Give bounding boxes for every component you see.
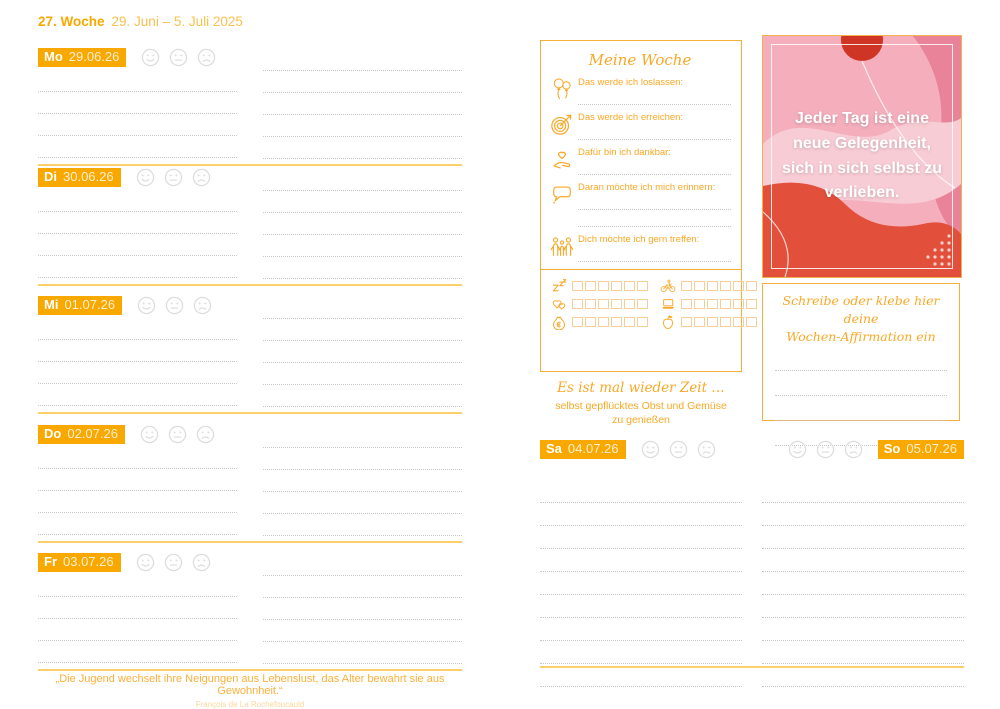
hearts-icon	[551, 296, 567, 312]
tracker-checkbox[interactable]	[707, 299, 718, 309]
tracker-checkbox[interactable]	[611, 281, 622, 291]
writing-line[interactable]	[263, 620, 462, 642]
writing-line[interactable]	[263, 319, 462, 341]
tracker-checkbox[interactable]	[572, 317, 583, 327]
tracker-checkbox[interactable]	[681, 299, 692, 309]
tracker-checkbox[interactable]	[720, 299, 731, 309]
day-date: 30.06.26	[63, 169, 114, 184]
day-header	[38, 553, 237, 575]
writing-line[interactable]	[762, 549, 964, 572]
writing-line[interactable]	[263, 71, 462, 93]
writing-line[interactable]	[762, 503, 964, 526]
day-block-wednesday	[38, 296, 462, 414]
writing-line[interactable]	[263, 385, 462, 407]
prompt-dankbar	[549, 147, 731, 175]
neutral-face-icon[interactable]	[669, 440, 688, 459]
writing-line[interactable]	[38, 340, 237, 362]
quote-text: „Die Jugend wechselt ihre Neigungen aus Lebenslust, das Alter bewahrt sie aus Gewohnheit.“	[55, 673, 445, 697]
tracker-checkbox[interactable]	[611, 299, 622, 309]
day-divider	[38, 284, 462, 286]
writing-line[interactable]	[540, 549, 742, 572]
sad-face-icon[interactable]	[192, 553, 211, 572]
writing-line[interactable]	[38, 70, 237, 92]
season-note-line2: selbst gepflücktes Obst und Gemüse	[555, 400, 727, 412]
neutral-face-icon[interactable]	[169, 48, 188, 67]
day-header	[38, 425, 237, 447]
tracker-checkbox[interactable]	[746, 317, 757, 327]
tracker-checkbox[interactable]	[624, 317, 635, 327]
writing-line[interactable]	[263, 213, 462, 235]
affirmation-title-line2: Wochen-Affirmation ein	[786, 329, 936, 345]
day-badge	[38, 553, 121, 572]
writing-line[interactable]	[540, 572, 742, 595]
writing-line[interactable]	[38, 619, 237, 641]
writing-line[interactable]	[540, 618, 742, 641]
tracker-checkbox[interactable]	[637, 317, 648, 327]
day-header	[38, 296, 237, 318]
day-abbr: So	[883, 441, 901, 456]
writing-line[interactable]	[263, 425, 462, 448]
writing-line[interactable]	[38, 92, 237, 114]
neutral-face-icon[interactable]	[165, 296, 184, 315]
writing-line[interactable]	[775, 396, 947, 421]
tracker-checkbox[interactable]	[733, 317, 744, 327]
tracker-checkbox[interactable]	[598, 299, 609, 309]
writing-line[interactable]	[38, 384, 237, 406]
day-abbr: Do	[44, 426, 62, 441]
day-date: 03.07.26	[63, 554, 114, 569]
day-date: 29.06.26	[68, 49, 120, 64]
tracker-checkbox[interactable]	[572, 281, 583, 291]
day-abbr: Sa	[546, 441, 562, 456]
happy-face-icon[interactable]	[137, 296, 156, 315]
writing-line[interactable]	[38, 597, 237, 619]
affirmation-box	[762, 283, 960, 421]
tracker-row	[660, 314, 757, 329]
writing-line[interactable]	[263, 137, 462, 159]
writing-line[interactable]	[38, 469, 237, 491]
writing-line[interactable]	[578, 123, 731, 140]
saturday-lines	[540, 480, 742, 687]
tracker-checkbox[interactable]	[707, 317, 718, 327]
habit-tracker	[549, 270, 731, 329]
tracker-row	[551, 278, 648, 293]
tracker-checkbox[interactable]	[598, 281, 609, 291]
writing-line[interactable]	[38, 136, 237, 158]
tracker-checkbox[interactable]	[637, 281, 648, 291]
writing-line[interactable]	[38, 575, 237, 597]
writing-line[interactable]	[540, 641, 742, 664]
day-date: 04.07.26	[567, 441, 619, 456]
writing-line[interactable]	[578, 245, 731, 262]
writing-line[interactable]	[38, 114, 237, 136]
tracker-checkbox[interactable]	[746, 281, 757, 291]
affirmation-quote-card	[762, 35, 962, 278]
day-badge	[38, 168, 121, 187]
neutral-face-icon[interactable]	[164, 553, 183, 572]
sad-face-icon[interactable]	[193, 296, 212, 315]
day-abbr: Mi	[44, 297, 59, 312]
gratitude-hand-icon	[549, 147, 575, 175]
tracker-checkbox[interactable]	[694, 317, 705, 327]
writing-line[interactable]	[38, 362, 237, 384]
quote-author: François de La Rochefoucauld	[195, 700, 305, 709]
footer-quote	[38, 673, 462, 709]
day-date: 01.07.26	[64, 297, 116, 312]
writing-line[interactable]	[263, 93, 462, 115]
tracker-checkbox[interactable]	[598, 317, 609, 327]
writing-line[interactable]	[263, 642, 462, 664]
mood-row	[641, 440, 716, 459]
sad-face-icon[interactable]	[196, 425, 215, 444]
tracker-checkbox[interactable]	[694, 299, 705, 309]
tracker-checkbox[interactable]	[611, 317, 622, 327]
laptop-icon	[660, 296, 676, 312]
tracker-checkbox[interactable]	[746, 299, 757, 309]
day-abbr: Fr	[44, 554, 57, 569]
affirmation-title-line1: Schreibe oder klebe hier deine	[782, 293, 940, 327]
prompt-label: Das werde ich loslassen:	[578, 77, 684, 88]
left-page	[38, 14, 462, 704]
tracker-row	[551, 314, 648, 329]
writing-line[interactable]	[775, 346, 947, 371]
writing-line[interactable]	[263, 115, 462, 137]
day-abbr: Di	[44, 169, 57, 184]
writing-line[interactable]	[263, 470, 462, 492]
happy-face-icon[interactable]	[141, 48, 160, 67]
mood-row	[136, 168, 211, 187]
writing-line[interactable]	[263, 492, 462, 514]
page-header	[38, 14, 462, 29]
meine-woche-box	[540, 40, 742, 372]
tracker-checkbox[interactable]	[733, 299, 744, 309]
writing-line[interactable]	[578, 193, 731, 210]
sleep-zzz-icon	[551, 278, 567, 294]
happy-face-icon[interactable]	[641, 440, 660, 459]
tracker-row	[660, 296, 757, 311]
tracker-checkbox[interactable]	[681, 281, 692, 291]
writing-line[interactable]	[38, 318, 237, 340]
writing-line[interactable]	[263, 48, 462, 71]
writing-line[interactable]	[540, 595, 742, 618]
writing-line[interactable]	[578, 88, 731, 105]
writing-line[interactable]	[263, 576, 462, 598]
tracker-row	[660, 278, 757, 293]
season-note	[540, 380, 742, 427]
apple-icon	[660, 314, 676, 330]
writing-line[interactable]	[762, 641, 964, 664]
writing-line[interactable]	[578, 210, 731, 227]
writing-line[interactable]	[540, 526, 742, 549]
tracker-checkbox[interactable]	[585, 299, 596, 309]
card-quote-line: sich in sich selbst zu	[781, 159, 943, 177]
day-abbr: Mo	[44, 49, 63, 64]
card-quote-line: Jeder Tag ist eine	[795, 109, 929, 127]
prompt-label: Dich möchte ich gern treffen:	[578, 234, 700, 245]
writing-line[interactable]	[263, 257, 462, 279]
prompt-treffen	[549, 234, 731, 262]
day-date: 05.07.26	[906, 441, 957, 456]
weekend-header	[540, 440, 964, 459]
writing-line[interactable]	[540, 480, 742, 503]
weekend-bottom-divider	[540, 666, 964, 668]
happy-face-icon[interactable]	[136, 553, 155, 572]
writing-line[interactable]	[38, 641, 237, 663]
writing-line[interactable]	[578, 158, 731, 175]
tracker-checkbox[interactable]	[624, 281, 635, 291]
day-divider	[38, 412, 462, 414]
writing-line[interactable]	[762, 572, 964, 595]
family-icon	[549, 234, 575, 262]
prompt-erreichen	[549, 112, 731, 140]
writing-line[interactable]	[263, 235, 462, 257]
happy-face-icon[interactable]	[788, 440, 807, 459]
prompt-loslassen	[549, 77, 731, 105]
tracker-checkbox[interactable]	[733, 281, 744, 291]
card-quote-text	[763, 36, 961, 277]
sad-face-icon[interactable]	[844, 440, 863, 459]
bicycle-icon	[660, 278, 676, 294]
day-block-tuesday	[38, 168, 462, 286]
writing-line[interactable]	[38, 491, 237, 513]
writing-line[interactable]	[762, 526, 964, 549]
writing-line[interactable]	[762, 618, 964, 641]
balloons-icon	[549, 77, 575, 105]
money-bag-icon	[551, 314, 567, 330]
saturday-header	[540, 440, 716, 459]
writing-line[interactable]	[775, 371, 947, 396]
speech-bubble-icon	[549, 182, 575, 227]
tracker-checkbox[interactable]	[624, 299, 635, 309]
writing-line[interactable]	[263, 363, 462, 385]
sad-face-icon[interactable]	[192, 168, 211, 187]
neutral-face-icon[interactable]	[816, 440, 835, 459]
card-quote-line: neue Gelegenheit,	[793, 134, 931, 152]
tracker-checkbox[interactable]	[637, 299, 648, 309]
day-divider	[38, 541, 462, 543]
writing-line[interactable]	[263, 191, 462, 213]
writing-line[interactable]	[263, 553, 462, 576]
prompt-erinnern	[549, 182, 731, 227]
mood-row	[141, 48, 216, 67]
day-badge	[38, 48, 126, 67]
day-badge	[38, 296, 122, 315]
prompt-label: Das werde ich erreichen:	[578, 112, 684, 123]
weekend-lines	[540, 480, 964, 687]
day-divider	[38, 669, 462, 671]
day-divider	[38, 164, 462, 166]
happy-face-icon[interactable]	[136, 168, 155, 187]
tracker-checkbox[interactable]	[720, 281, 731, 291]
writing-line[interactable]	[38, 190, 237, 212]
writing-line[interactable]	[263, 168, 462, 191]
day-block-thursday	[38, 425, 462, 543]
day-header	[38, 48, 237, 70]
prompt-label: Dafür bin ich dankbar:	[578, 147, 671, 158]
day-date: 02.07.26	[67, 426, 118, 441]
target-icon	[549, 112, 575, 140]
writing-line[interactable]	[263, 341, 462, 363]
neutral-face-icon[interactable]	[168, 425, 187, 444]
tracker-row	[551, 296, 648, 311]
week-number-label: 27. Woche	[38, 14, 105, 29]
prompt-label: Daran möchte ich mich erinnern:	[578, 182, 716, 193]
day-header	[38, 168, 237, 190]
mood-row	[140, 425, 215, 444]
writing-line[interactable]	[762, 595, 964, 618]
writing-line[interactable]	[38, 256, 237, 278]
tracker-checkbox[interactable]	[585, 281, 596, 291]
writing-line[interactable]	[263, 448, 462, 470]
day-badge	[878, 440, 964, 459]
sad-face-icon[interactable]	[197, 48, 216, 67]
mood-row	[136, 553, 211, 572]
tracker-checkbox[interactable]	[720, 317, 731, 327]
mood-row	[788, 440, 863, 459]
writing-line[interactable]	[38, 212, 237, 234]
day-block-friday	[38, 553, 462, 671]
sad-face-icon[interactable]	[697, 440, 716, 459]
writing-line[interactable]	[263, 514, 462, 536]
tracker-checkbox[interactable]	[572, 299, 583, 309]
day-badge	[540, 440, 626, 459]
meine-woche-title: Meine Woche	[588, 51, 692, 69]
writing-line[interactable]	[762, 480, 964, 503]
writing-line[interactable]	[38, 447, 237, 469]
day-block-monday	[38, 48, 462, 166]
right-page	[540, 14, 964, 704]
tracker-checkbox[interactable]	[694, 281, 705, 291]
sunday-header	[788, 440, 964, 459]
week-date-range: 29. Juni – 5. Juli 2025	[111, 14, 243, 29]
writing-line[interactable]	[263, 296, 462, 319]
writing-line[interactable]	[263, 598, 462, 620]
card-quote-line: verlieben.	[824, 184, 900, 202]
season-note-line3: zu genießen	[612, 413, 670, 426]
mood-row	[137, 296, 212, 315]
neutral-face-icon[interactable]	[164, 168, 183, 187]
day-badge	[38, 425, 125, 444]
happy-face-icon[interactable]	[140, 425, 159, 444]
writing-line[interactable]	[38, 234, 237, 256]
tracker-checkbox[interactable]	[681, 317, 692, 327]
tracker-checkbox[interactable]	[707, 281, 718, 291]
tracker-checkbox[interactable]	[585, 317, 596, 327]
writing-line[interactable]	[540, 503, 742, 526]
sunday-lines	[762, 480, 964, 687]
season-note-script: Es ist mal wieder Zeit …	[557, 380, 725, 396]
writing-line[interactable]	[38, 513, 237, 535]
